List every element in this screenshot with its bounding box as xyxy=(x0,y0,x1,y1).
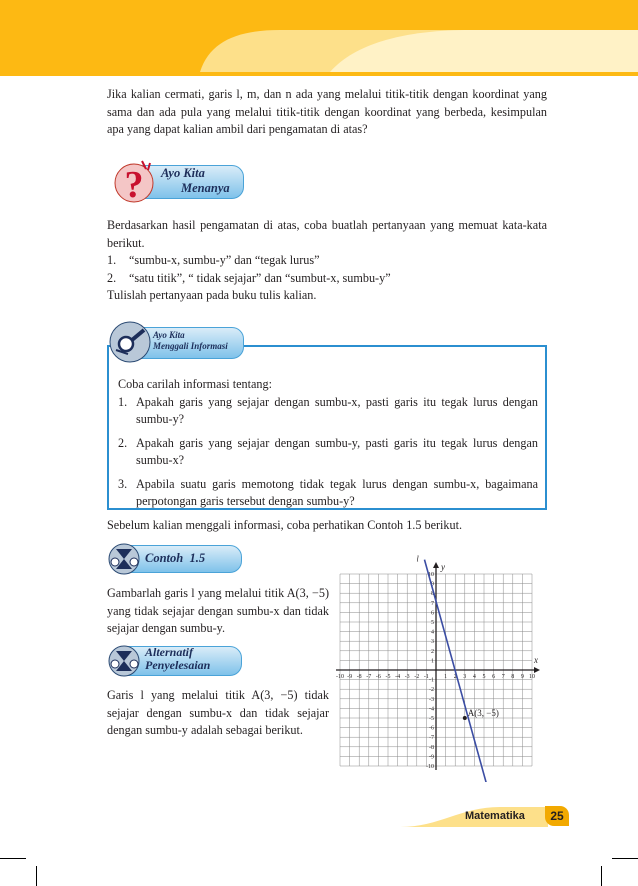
x-tick-label: -1 xyxy=(423,674,429,680)
hourglass-icon xyxy=(107,542,141,581)
list-item: 1. Apakah garis yang sejajar dengan sumbu-x, pasti garis itu tegak lurus dengan sumbu-y? xyxy=(118,394,538,426)
y-tick-label: -1 xyxy=(429,677,434,684)
y-tick-label: -8 xyxy=(429,744,434,751)
crop-mark xyxy=(36,866,37,886)
badge-title: Ayo Kita xyxy=(161,166,205,180)
x-tick-label: -6 xyxy=(375,674,381,680)
badge-title: Menanya xyxy=(181,181,230,195)
x-tick-label: 7 xyxy=(501,674,505,680)
y-tick-label: -6 xyxy=(429,725,434,732)
y-tick-label: -10 xyxy=(426,764,434,770)
x-tick-label: -8 xyxy=(356,674,362,680)
x-tick-label: 8 xyxy=(511,674,515,680)
crop-mark xyxy=(0,858,26,859)
x-tick-label: -5 xyxy=(385,674,391,680)
x-tick-label: 4 xyxy=(472,674,476,680)
question-mark-icon xyxy=(110,157,158,210)
x-tick-label: -3 xyxy=(404,674,410,680)
x-tick-label: 1 xyxy=(444,674,448,680)
series-label: l xyxy=(416,554,419,564)
x-axis-label: x xyxy=(534,655,538,665)
x-tick-label: 10 xyxy=(529,674,535,680)
intro-paragraph: Jika kalian cermati, garis l, m, dan n ada yang melalui titik-titik dengan koordinat yang sama dan ada pula yang melalui titik-titik dengan koordinat yang berbeda, kesimpulan apa yang dapat kalian ambil dari pengamatan di atas? xyxy=(107,87,547,136)
y-tick-label: 7 xyxy=(431,600,434,607)
y-tick-label: 4 xyxy=(431,629,434,636)
x-tick-label: 9 xyxy=(520,674,524,680)
y-tick-label: -4 xyxy=(429,706,434,713)
data-point xyxy=(463,716,467,720)
crop-mark xyxy=(612,858,638,859)
y-tick-label: 10 xyxy=(428,572,434,578)
x-tick-label: 5 xyxy=(482,674,486,680)
coordinate-graph xyxy=(330,552,545,782)
y-tick-label: 5 xyxy=(431,620,434,626)
before-example-text: Sebelum kalian menggali informasi, coba perhatikan Contoh 1.5 berikut. xyxy=(107,518,463,532)
alternatif-title: Alternatif Penyelesaian xyxy=(145,645,211,672)
x-tick-label: 2 xyxy=(453,674,457,680)
hourglass-icon xyxy=(107,644,141,683)
y-tick-label: -5 xyxy=(429,716,434,722)
svg-text:?: ? xyxy=(124,164,144,205)
x-tick-label: 3 xyxy=(463,674,467,680)
contoh-text: Gambarlah garis l yang melalui titik A(3, −5) yang tidak sejajar dengan sumbu-x dan tidak sejajar dengan sumbu-y. xyxy=(107,586,329,635)
list-item: 2. Apakah garis yang sejajar dengan sumbu-y, pasti garis itu tegak lurus dengan sumbu-x? xyxy=(118,435,538,467)
magnifier-icon xyxy=(108,320,152,369)
page-number: 25 xyxy=(545,806,569,826)
alternatif-text: Garis l yang melalui titik A(3, −5) tidak sejajar dengan sumbu-x dan tidak sejajar dengan sumbu-y adalah sebagai berikut. xyxy=(107,688,329,737)
badge-title: Menggali Informasi xyxy=(153,341,228,351)
y-tick-label: 2 xyxy=(431,648,434,655)
y-tick-label: -9 xyxy=(429,754,434,761)
x-tick-label: -10 xyxy=(336,674,344,680)
header-band xyxy=(0,0,638,95)
y-tick-label: 9 xyxy=(431,581,434,588)
y-tick-label: 6 xyxy=(431,610,434,617)
contoh-label: Contoh 1.5 xyxy=(145,551,206,565)
footer-subject: Matematika xyxy=(465,810,525,822)
x-axis-arrow xyxy=(534,667,540,673)
x-tick-label: 6 xyxy=(492,674,496,680)
y-tick-label: 3 xyxy=(431,639,434,646)
list-item: 3. Apabila suatu garis memotong tidak tegak lurus dengan sumbu-x, bagaimana perpotongan garis tersebut dengan sumbu-y? xyxy=(118,476,538,508)
x-tick-label: -9 xyxy=(347,674,353,680)
y-tick-label: 8 xyxy=(431,591,434,598)
point-label: A(3, −5) xyxy=(467,708,499,718)
y-tick-label: -3 xyxy=(429,696,434,703)
menggali-content xyxy=(118,376,538,517)
y-axis-arrow xyxy=(433,562,439,568)
y-tick-label: -2 xyxy=(429,687,434,694)
crop-mark xyxy=(601,866,602,886)
y-tick-label: 1 xyxy=(431,658,434,665)
y-tick-label: -7 xyxy=(429,735,434,742)
x-tick-label: -2 xyxy=(414,674,420,680)
x-tick-label: -7 xyxy=(366,674,372,680)
y-axis-label: y xyxy=(441,562,445,572)
menanya-text: Berdasarkan hasil pengamatan di atas, coba buatlah pertanyaan yang memuat kata-kata berikut. 1. “sumbu-x, sumbu-y” dan “tegak lurus” 2. “satu titik”, “ tidak sejajar” dan “sumbut-x, sumbu-y” Tulislah pertanyaan pada buku tulis kalian. xyxy=(107,218,547,302)
x-tick-label: -4 xyxy=(395,674,401,680)
menggali-intro: Coba carilah informasi tentang: xyxy=(118,377,272,391)
chart-labels xyxy=(416,555,538,720)
badge-title: Ayo Kita xyxy=(153,330,185,340)
